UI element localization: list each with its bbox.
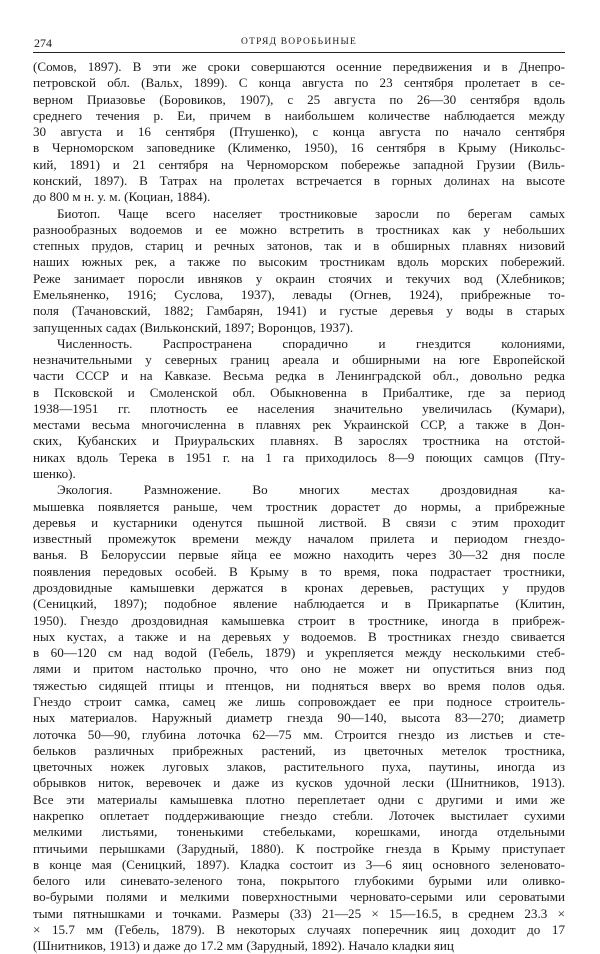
text-line: белого или синевато-зеленого тона, покрытого глубокими бурыми или оливко- bbox=[33, 873, 565, 889]
text-line: деревья и кустарники оденутся пышной листвой. В связи с этим проходит bbox=[33, 514, 565, 530]
text-line: мышевка появляется раньше, чем тростник дорастет до нормы, а прибрежные bbox=[33, 498, 565, 514]
text-line: местами весьма многочисленна в плавнях рек Украинской ССР, а также в Дон- bbox=[33, 417, 565, 433]
text-line: до 800 м н. у. м. (Коциан, 1884). bbox=[33, 189, 211, 205]
book-page bbox=[33, 34, 565, 954]
text-line: (Шнитников, 1913) и даже до 17.2 мм (Зарудный, 1892). Начало кладки яиц bbox=[33, 938, 454, 954]
text-line: обрывков ниток, веревочек и даже из кусков удочной лески (Шнитников, 1913). bbox=[33, 775, 565, 791]
text-line: Гнездо строит самка, самец же лишь сопровождает ее при подносе строитель- bbox=[33, 693, 565, 709]
paragraph bbox=[33, 206, 565, 336]
page-header bbox=[33, 34, 565, 53]
text-line: лями и притом настолько прочно, что оно не может ни опуститься вниз под bbox=[33, 661, 565, 677]
text-line: (Сеницкий, 1897); подобное явление наблюдается и в Прикарпатье (Клитин, bbox=[33, 596, 565, 612]
text-line: ных кустах, а также и на деревьях у водоемов. В тростниках гнездо свивается bbox=[33, 628, 565, 644]
running-head: ОТРЯД ВОРОБЬИНЫЕ bbox=[241, 37, 357, 47]
text-line: верном Приазовье (Боровиков, 1907), с 25 августа по 26—30 сентября вдоль bbox=[33, 91, 565, 107]
text-line: тыми пятнышками и точками. Размеры (33) 21—25 × 15—16.5, в среднем 23.3 × bbox=[33, 905, 565, 921]
text-line: конский, 1897). В Татрах на пролетах встречается в горных долинах на высоте bbox=[33, 172, 565, 188]
text-line: никах вдоль Терека в 1951 г. на 1 га приходилось 8—9 поющих самцов (Пту- bbox=[33, 449, 565, 465]
text-line: известный промежуток времени между началом прилета и периодом гнездо- bbox=[33, 531, 565, 547]
text-line: степных прудов, стариц и речных затонов, так и в обширных плавнях низовий bbox=[33, 238, 565, 254]
paragraph bbox=[33, 482, 565, 954]
text-line: Экология. Размножение. Во многих местах дроздовидная ка- bbox=[57, 482, 565, 498]
text-line: в 60—120 см над водой (Гебель, 1879) и укрепляется между несколькими стеб- bbox=[33, 645, 565, 661]
text-line: × 15.7 мм (Гебель, 1879). В некоторых случаях поперечник яиц доходит до 17 bbox=[33, 921, 565, 937]
text-line: части СССР и на Кавказе. Весьма редка в Ленинградской обл., довольно редка bbox=[33, 368, 565, 384]
text-line: Емельяненко, 1916; Суслова, 1937), левады (Огнев, 1924), прибрежные то- bbox=[33, 286, 565, 302]
body-text bbox=[33, 59, 565, 954]
text-line: появления передовых особей. В Крыму в то время, пока подрастает тростники, bbox=[33, 563, 565, 579]
paragraph bbox=[33, 336, 565, 483]
text-line: (Сомов, 1897). В эти же сроки совершаются осенние передвижения и в Днепро- bbox=[33, 59, 565, 74]
text-line: 30 августа и 16 сентября (Птушенко), с конца августа по начало сентября bbox=[33, 124, 565, 140]
text-line: в Псковской и Смоленской обл. Обыкновенна в Прибалтике, где за период bbox=[33, 384, 565, 400]
paragraph bbox=[33, 59, 565, 206]
text-line: в конце мая (Сеницкий, 1897). Кладка состоит из 3—6 яиц основного зеленовато- bbox=[33, 856, 565, 872]
text-line: цветочных ножек луговых злаков, растительного пуха, паутины, иногда из bbox=[33, 759, 565, 775]
text-line: накрепко оплетает поддерживающие гнездо стебли. Лоточек выстилает сухими bbox=[33, 807, 565, 823]
text-line: дроздовидные камышевки держатся в кронах деревьев, растущих у прудов bbox=[33, 580, 565, 595]
text-line: Все эти материалы камышевка плотно переплетает одни с другими и ими же bbox=[33, 791, 565, 807]
text-line: запущенных садах (Вильконский, 1897; Воронцов, 1937). bbox=[33, 319, 354, 335]
text-line: во-бурыми полями и мелкими поверхностными чернoвато-серыми или сероватыми bbox=[33, 889, 565, 905]
text-line: ных материалов. Наружный диаметр гнезда 90—140, высота 83—270; диаметр bbox=[33, 710, 565, 726]
text-line: лоточка 50—90, глубина лоточка 62—75 мм. Строится гнездо из листьев и сте- bbox=[33, 726, 565, 742]
text-line: бельков различных прибрежных растений, из цветочных метелок тростника, bbox=[33, 742, 565, 758]
text-line: шенко). bbox=[33, 466, 76, 482]
text-line: Численность. Распространена спорадично и гнездится колониями, bbox=[57, 335, 565, 351]
text-line: Биотоп. Чаще всего населяет тростниковые заросли по берегам самых bbox=[57, 205, 565, 221]
page-number: 274 bbox=[34, 36, 52, 50]
text-line: незначительными у северных границ ареала и обширными на юге Европейской bbox=[33, 352, 565, 368]
text-line: мелкими листьями, тоненькими стебельками, корешками, иногда отдельными bbox=[33, 824, 565, 840]
text-line: тяжестью сидящей птицы и птенцов, ни подняться вверх во время полов одья. bbox=[33, 677, 565, 693]
text-line: разнообразных водоемов и ее можно встретить в тростниках как у небольших bbox=[33, 221, 565, 237]
text-line: среднего течения р. Еи, причем в наибольшем количестве наблюдается между bbox=[33, 107, 565, 123]
text-line: Реже занимает поросли ивняков у окраин стоячих и текучих вод (Хлебников; bbox=[33, 270, 565, 286]
text-line: 1938—1951 гг. плотность ее населения значительно увеличилась (Кумари), bbox=[33, 400, 565, 416]
text-line: наших южных рек, а также по высоким тростникам вдоль морских побережий. bbox=[33, 254, 565, 270]
text-line: ванья. В Белоруссии первые яйца ее можно находить через 30—32 дня после bbox=[33, 547, 565, 563]
text-line: поля (Тачановский, 1882; Гамбарян, 1941) и густые деревья у воды в старых bbox=[33, 303, 565, 319]
text-line: ских, Кубанских и Приуральских плавнях. В зарослях тростника на отстой- bbox=[33, 433, 565, 449]
text-line: птичьими перышками (Зарудный, 1880). К постройке гнезда в Крыму приступает bbox=[33, 840, 565, 856]
text-line: в Черноморском заповеднике (Клименко, 1950), 16 сентября в Крыму (Никольс- bbox=[33, 140, 565, 156]
text-line: кий, 1891) и 21 сентября на Черноморском побережье западной Грузии (Виль- bbox=[33, 156, 565, 172]
text-line: петровской обл. (Вальх, 1899). С конца августа по 23 сентября пролетает в се- bbox=[33, 75, 565, 91]
text-line: 1950). Гнездо дроздовидная камышевка строит в тростнике, иногда в прибреж- bbox=[33, 612, 565, 628]
